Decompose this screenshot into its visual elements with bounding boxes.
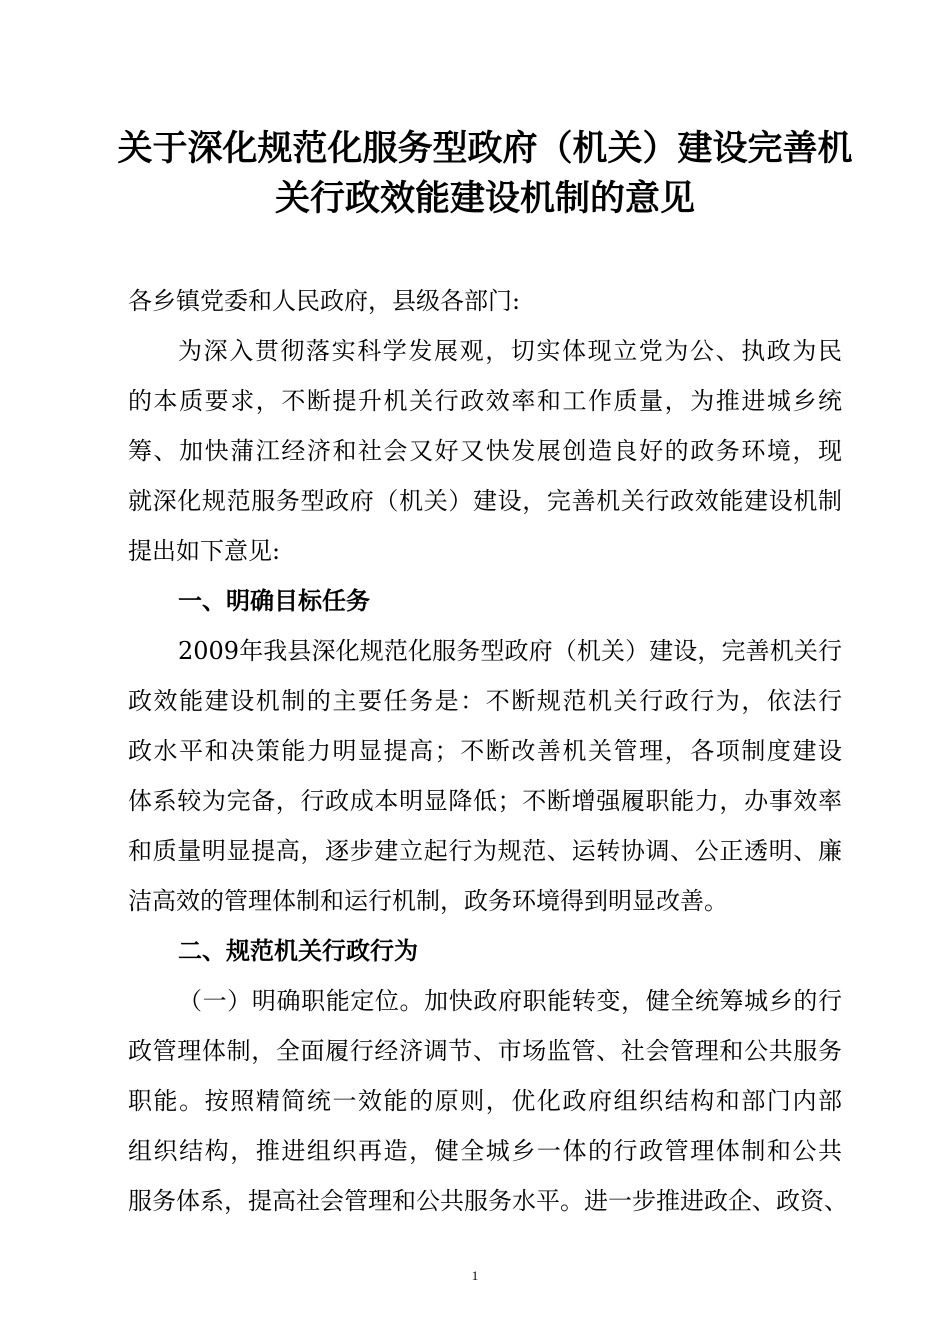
intro-line: 就深化规范服务型政府（机关）建设，完善机关行政效能建设机制 — [128, 487, 842, 515]
intro-line: 筹、加快蒲江经济和社会又好又快发展创造良好的政务环境，现 — [128, 437, 842, 465]
section-2-line: 政管理体制，全面履行经济调节、市场监管、社会管理和公共服务 — [128, 1037, 842, 1065]
intro-line: 的本质要求，不断提升机关行政效率和工作质量，为推进城乡统 — [128, 387, 842, 415]
section-2-line: 服务体系，提高社会管理和公共服务水平。进一步推进政企、政资、 — [128, 1187, 848, 1215]
intro-line: 提出如下意见: — [128, 537, 281, 565]
section-2-line: 组织结构，推进组织再造，健全城乡一体的行政管理体制和公共 — [128, 1137, 842, 1165]
document-title-line-2: 关行政效能建设机制的意见 — [274, 179, 695, 219]
intro-line: 为深入贯彻落实科学发展观，切实体现立党为公、执政为民 — [178, 337, 842, 365]
section-2-heading: 二、规范机关行政行为 — [178, 937, 418, 965]
section-1-line: 和质量明显提高，逐步建立起行为规范、运转协调、公正透明、廉 — [128, 837, 842, 865]
section-1-line: 洁高效的管理体制和运行机制，政务环境得到明显改善。 — [128, 887, 728, 915]
section-1-line: 政效能建设机制的主要任务是：不断规范机关行政行为，依法行 — [128, 687, 842, 715]
section-2-line: （一）明确职能定位。加快政府职能转变，健全统筹城乡的行 — [178, 987, 842, 1015]
salutation: 各乡镇党委和人民政府，县级各部门: — [128, 287, 521, 315]
page-number: 1 — [471, 1268, 479, 1283]
section-1-line: 2009年我县深化规范化服务型政府（机关）建设，完善机关行 — [178, 637, 842, 665]
document-title-line-1: 关于深化规范化服务型政府（机关）建设完善机 — [117, 129, 853, 169]
section-1-line: 体系较为完备，行政成本明显降低；不断增强履职能力，办事效率 — [128, 787, 842, 815]
section-1-heading: 一、明确目标任务 — [178, 587, 370, 615]
section-2-line: 职能。按照精简统一效能的原则，优化政府组织结构和部门内部 — [128, 1087, 842, 1115]
section-1-line: 政水平和决策能力明显提高；不断改善机关管理，各项制度建设 — [128, 737, 842, 765]
